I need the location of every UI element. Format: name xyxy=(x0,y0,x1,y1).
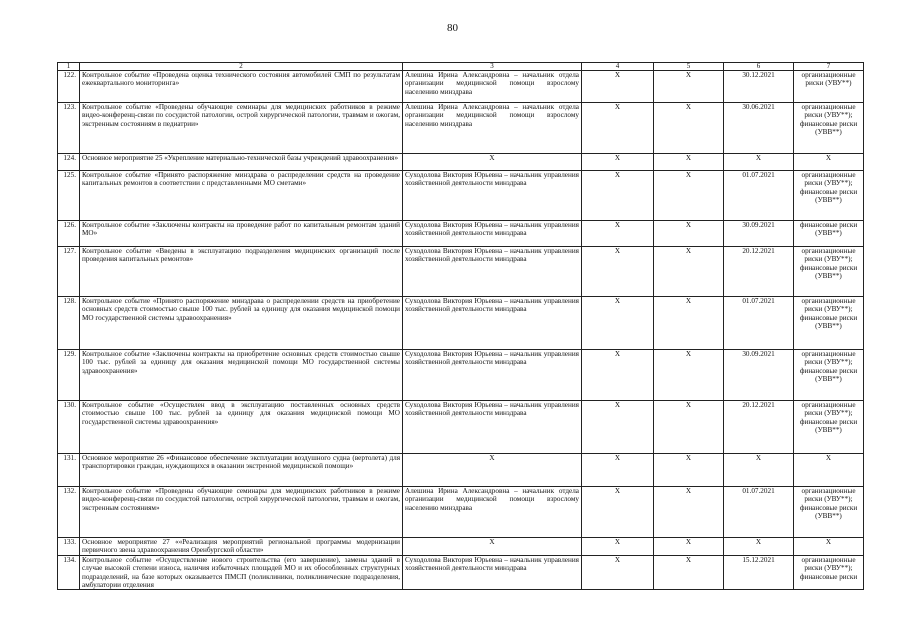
risk-type: финансовые риски (УВВ**) xyxy=(794,221,864,247)
event-description: Основное мероприятие 25 «Укрепление материально-технической базы учреждений здравоохранения» xyxy=(80,154,403,171)
responsible-person: Суходолова Виктория Юрьевна – начальник управления хозяйственной деятельности минздрава xyxy=(403,350,582,401)
table-row xyxy=(58,221,864,247)
column-5-value: X xyxy=(654,487,724,538)
table-row xyxy=(58,350,864,401)
column-4-value: X xyxy=(582,538,654,556)
row-number: 128. xyxy=(58,297,80,350)
column-5-value: X xyxy=(654,171,724,221)
risk-type: организационные риски (УВУ**) xyxy=(794,71,864,103)
column-number: 1 xyxy=(58,63,80,71)
deadline-date: 01.07.2021 xyxy=(724,297,794,350)
risk-type: организационные риски (УВУ**); финансовые риски (УВВ**) xyxy=(794,297,864,350)
event-description: Основное мероприятие 27 ««Реализация мероприятий региональной программы модернизации первичного звена здравоохранения Оренбургской области» xyxy=(80,538,403,556)
table-row xyxy=(58,247,864,297)
risk-type: X xyxy=(794,154,864,171)
risk-type: организационные риски (УВУ**); финансовые риски (УВВ**) xyxy=(794,401,864,454)
column-4-value: X xyxy=(582,171,654,221)
column-4-value: X xyxy=(582,454,654,487)
deadline-date: 01.07.2021 xyxy=(724,171,794,221)
responsible-person: Алешина Ирина Александровна – начальник отдела организации медицинской помощи взрослому населению минздрава xyxy=(403,103,582,154)
deadline-date: 30.06.2021 xyxy=(724,103,794,154)
table-row xyxy=(58,297,864,350)
deadline-date: 20.12.2021 xyxy=(724,247,794,297)
column-number: 6 xyxy=(724,63,794,71)
event-description: Контрольное событие «Заключены контракты на проведение работ по капитальным ремонтам зданий МО» xyxy=(80,221,403,247)
column-4-value: X xyxy=(582,297,654,350)
table-row xyxy=(58,154,864,171)
column-5-value: X xyxy=(654,71,724,103)
row-number: 132. xyxy=(58,487,80,538)
responsible-person: Суходолова Виктория Юрьевна – начальник управления хозяйственной деятельности минздрава xyxy=(403,297,582,350)
row-number: 134. xyxy=(58,555,80,590)
responsible-person: X xyxy=(403,154,582,171)
event-description: Контрольное событие «Принято распоряжение минздрава о распределении средств на приобретение основных средств стоимостью свыше 100 тыс. рублей за единицу для оказания медицинской помощи МО государственной системы здравоохранения» xyxy=(80,297,403,350)
deadline-date: 30.09.2021 xyxy=(724,221,794,247)
column-5-value: X xyxy=(654,154,724,171)
plan-table xyxy=(57,62,864,590)
event-description: Контрольное событие «Осуществлен ввод в эксплуатацию поставленных основных средств стоимостью свыше 100 тыс. рублей за единицу для оказания медицинской помощи МО государственной системы здравоохранения» xyxy=(80,401,403,454)
event-description: Основное мероприятие 26 «Финансовое обеспечение эксплуатации воздушного судна (вертолета) для транспортировки граждан, нуждающихся в оказании экстренной медицинской помощи» xyxy=(80,454,403,487)
responsible-person: Алешина Ирина Александровна – начальник отдела организации медицинской помощи взрослому населению минздрава xyxy=(403,71,582,103)
row-number: 125. xyxy=(58,171,80,221)
column-4-value: X xyxy=(582,221,654,247)
row-number: 127. xyxy=(58,247,80,297)
deadline-date: X xyxy=(724,538,794,556)
column-5-value: X xyxy=(654,297,724,350)
row-number: 123. xyxy=(58,103,80,154)
column-5-value: X xyxy=(654,454,724,487)
event-description: Контрольное событие «Проведена оценка технического состояния автомобилей СМП по результатам ежеквартального мониторинга» xyxy=(80,71,403,103)
event-description: Контрольное событие «Принято распоряжение минздрава о распределении средств на проведение капитальных ремонтов в соответствии с представленными МО сметами» xyxy=(80,171,403,221)
event-description: Контрольное событие «Проведены обучающие семинары для медицинских работников в режиме видео-конференц-связи по сосудистой патологии, острой хирургической патологии, травмам и ожогам, экстренным состояниям в педиатрии» xyxy=(80,103,403,154)
column-4-value: X xyxy=(582,71,654,103)
deadline-date: X xyxy=(724,154,794,171)
table-row xyxy=(58,487,864,538)
column-4-value: X xyxy=(582,350,654,401)
table-row xyxy=(58,454,864,487)
deadline-date: X xyxy=(724,454,794,487)
responsible-person: X xyxy=(403,454,582,487)
column-number: 4 xyxy=(582,63,654,71)
column-5-value: X xyxy=(654,221,724,247)
column-5-value: X xyxy=(654,247,724,297)
table-row xyxy=(58,71,864,103)
responsible-person: X xyxy=(403,538,582,556)
table-row xyxy=(58,103,864,154)
column-5-value: X xyxy=(654,350,724,401)
column-4-value: X xyxy=(582,247,654,297)
responsible-person: Суходолова Виктория Юрьевна – начальник управления хозяйственной деятельности минздрава xyxy=(403,171,582,221)
row-number: 130. xyxy=(58,401,80,454)
column-5-value: X xyxy=(654,555,724,590)
risk-type: организационные риски (УВУ**); финансовые риски (УВВ**) xyxy=(794,247,864,297)
row-number: 124. xyxy=(58,154,80,171)
risk-type: организационные риски (УВУ**); финансовые риски xyxy=(794,555,864,590)
risk-type: X xyxy=(794,538,864,556)
risk-type: организационные риски (УВУ**); финансовые риски (УВВ**) xyxy=(794,103,864,154)
column-4-value: X xyxy=(582,401,654,454)
table-row xyxy=(58,555,864,590)
event-description: Контрольное событие «Проведены обучающие семинары для медицинских работников в режиме видео-конференц-связи по сосудистой патологии, острой хирургической патологии, травмам и ожогам, экстренным состояниям» xyxy=(80,487,403,538)
row-number: 131. xyxy=(58,454,80,487)
column-number: 2 xyxy=(80,63,403,71)
column-number: 5 xyxy=(654,63,724,71)
responsible-person: Алешина Ирина Александровна – начальник отдела организации медицинской помощи взрослому населению минздрава xyxy=(403,487,582,538)
deadline-date: 30.12.2021 xyxy=(724,71,794,103)
event-description: Контрольное событие «Введены в эксплуатацию подразделения медицинских организаций после проведения капитальных ремонтов» xyxy=(80,247,403,297)
column-number-row xyxy=(58,63,864,71)
row-number: 126. xyxy=(58,221,80,247)
column-4-value: X xyxy=(582,487,654,538)
row-number: 133. xyxy=(58,538,80,556)
deadline-date: 30.09.2021 xyxy=(724,350,794,401)
deadline-date: 01.07.2021 xyxy=(724,487,794,538)
risk-type: организационные риски (УВУ**); финансовые риски (УВВ**) xyxy=(794,171,864,221)
deadline-date: 15.12.2021 xyxy=(724,555,794,590)
risk-type: организационные риски (УВУ**); финансовые риски (УВВ**) xyxy=(794,350,864,401)
column-number: 3 xyxy=(403,63,582,71)
column-4-value: X xyxy=(582,154,654,171)
column-5-value: X xyxy=(654,538,724,556)
column-number: 7 xyxy=(794,63,864,71)
table-row xyxy=(58,538,864,556)
event-description: Контрольное событие «Заключены контракты на приобретение основных средств стоимостью свыше 100 тыс. рублей за единицу для оказания медицинской помощи МО государственной системы здравоохранения» xyxy=(80,350,403,401)
risk-type: X xyxy=(794,454,864,487)
page-number: 80 xyxy=(447,22,458,34)
responsible-person: Суходолова Виктория Юрьевна – начальник управления хозяйственной деятельности минздрава xyxy=(403,247,582,297)
responsible-person: Суходолова Виктория Юрьевна – начальник управления хозяйственной деятельности минздрава xyxy=(403,555,582,590)
column-5-value: X xyxy=(654,103,724,154)
column-4-value: X xyxy=(582,103,654,154)
responsible-person: Суходолова Виктория Юрьевна – начальник управления хозяйственной деятельности минздрава xyxy=(403,221,582,247)
event-description: Контрольное событие «Осуществление нового строительства (его завершение), замены зданий в случае высокой степени износа, наличия избыточных площадей МО и их обособленных структурных подразделений, на базе которых оказывается ПМСП (поликлиники, поликлинические подразделения, амбулатории отделения xyxy=(80,555,403,590)
table-row xyxy=(58,401,864,454)
row-number: 122. xyxy=(58,71,80,103)
deadline-date: 20.12.2021 xyxy=(724,401,794,454)
responsible-person: Суходолова Виктория Юрьевна – начальник управления хозяйственной деятельности минздрава xyxy=(403,401,582,454)
table-row xyxy=(58,171,864,221)
column-4-value: X xyxy=(582,555,654,590)
row-number: 129. xyxy=(58,350,80,401)
column-5-value: X xyxy=(654,401,724,454)
risk-type: организационные риски (УВУ**); финансовые риски (УВВ**) xyxy=(794,487,864,538)
